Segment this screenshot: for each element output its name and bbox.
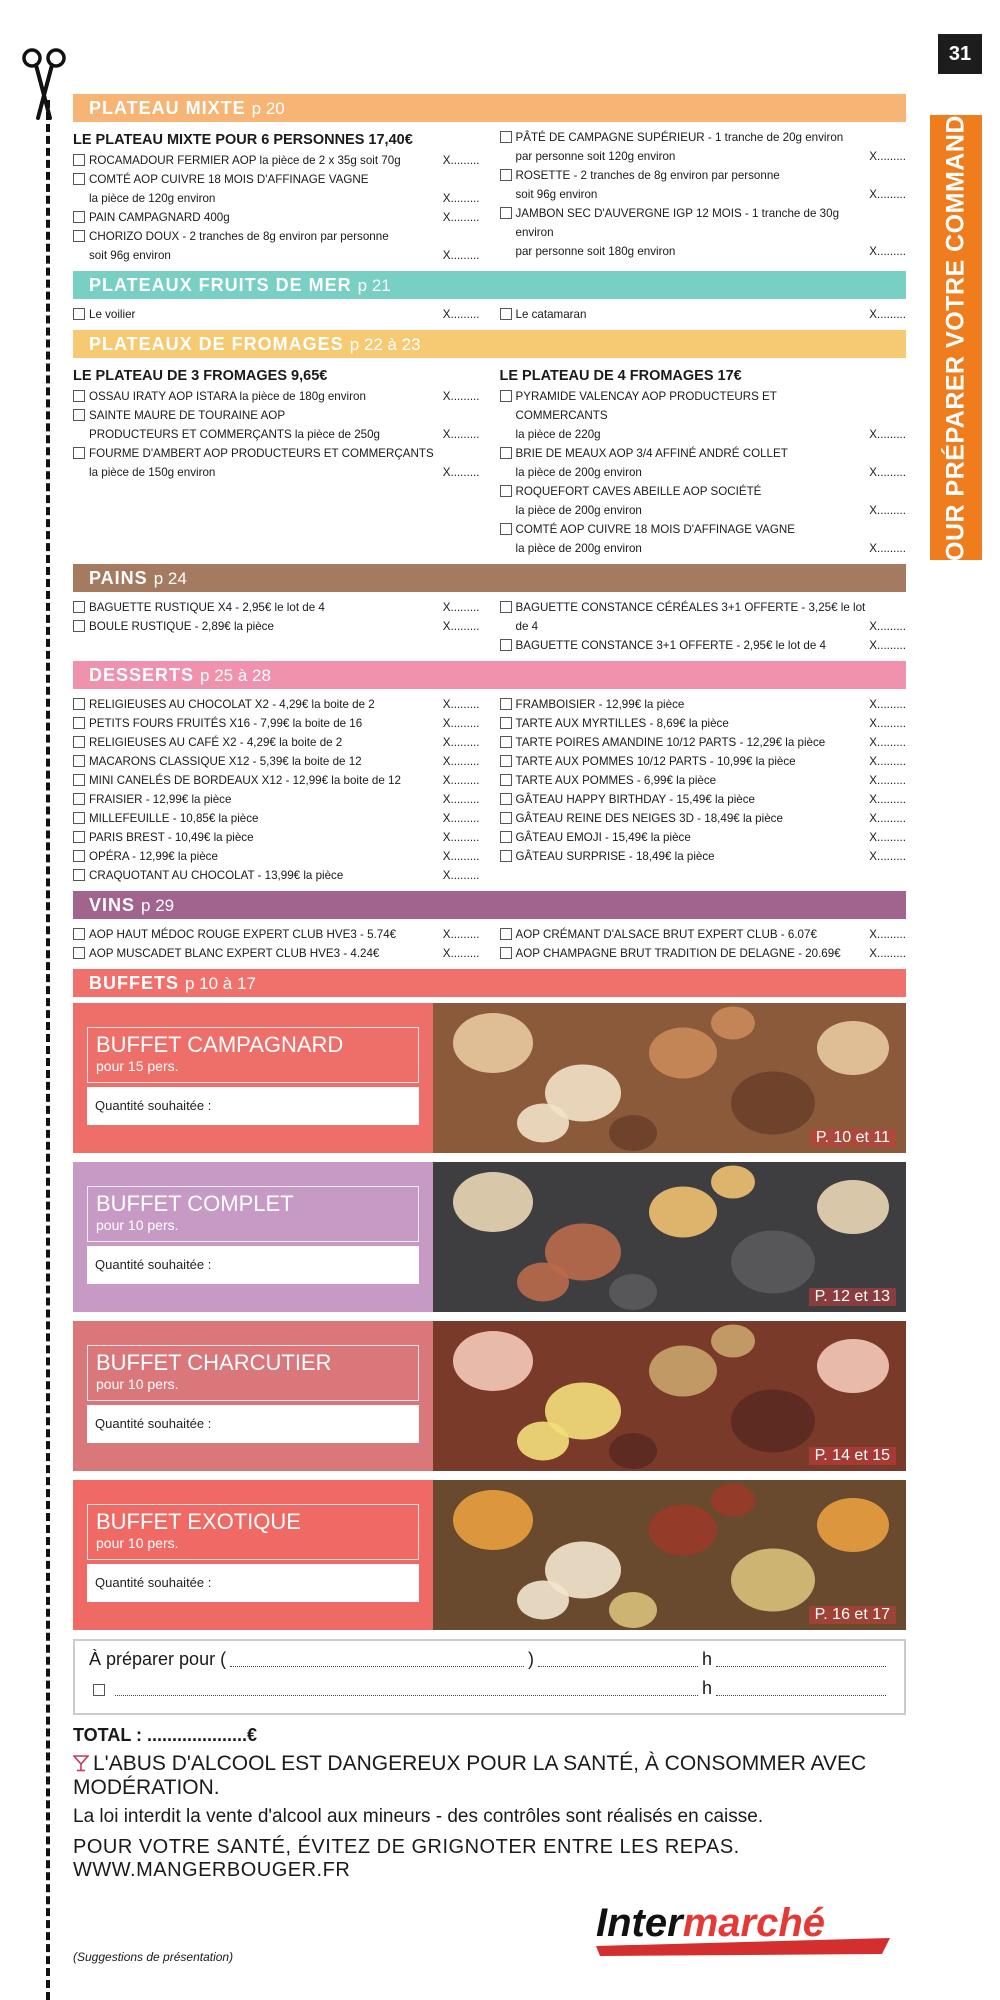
item-checkbox[interactable] <box>73 736 85 748</box>
item-label: PYRAMIDE VALENCAY AOP PRODUCTEURS ET COMMERCANTS la pièce de 220g <box>515 390 777 441</box>
item-checkbox[interactable] <box>73 601 85 613</box>
buffet-card <box>73 1321 906 1471</box>
item-quantity-field[interactable]: X......... <box>869 793 906 806</box>
order-item <box>500 128 907 166</box>
item-label: CRAQUOTANT AU CHOCOLAT - 13,99€ la pièce <box>89 869 344 882</box>
item-checkbox[interactable] <box>500 812 512 824</box>
buffet-page-ref: P. 10 et 11 <box>810 1129 896 1147</box>
order-item <box>73 695 480 714</box>
order-item <box>73 790 480 809</box>
item-checkbox[interactable] <box>73 154 85 166</box>
item-quantity-field[interactable]: X......... <box>442 869 480 882</box>
order-item <box>500 598 907 636</box>
order-item <box>73 170 480 208</box>
section-header: PLATEAUX FRUITS DE MER p 21 <box>73 271 906 299</box>
item-label: TARTE AUX MYRTILLES - 8,69€ la pièce <box>515 717 729 730</box>
item-checkbox[interactable] <box>73 698 85 710</box>
item-label: ROSETTE - 2 tranches de 8g environ par personne soit 96g environ <box>515 169 780 201</box>
buffet-photo <box>433 1003 906 1153</box>
item-quantity-field[interactable]: X......... <box>442 698 480 711</box>
prep-name-field[interactable] <box>230 1653 524 1667</box>
order-item <box>73 809 480 828</box>
item-quantity-field[interactable]: X......... <box>869 639 906 652</box>
item-label: BOULE RUSTIQUE - 2,89€ la pièce <box>89 620 274 633</box>
buffet-servings: pour 10 pers. <box>96 1217 179 1233</box>
buffet-title-box <box>87 1504 419 1560</box>
buffet-card <box>73 1003 906 1153</box>
order-item <box>500 520 907 558</box>
cocktail-glass-icon <box>73 1754 89 1772</box>
item-label: PETITS FOURS FRUITÉS X16 - 7,99€ la boite de 16 <box>89 717 363 730</box>
item-quantity-field[interactable]: X......... <box>869 698 906 711</box>
buffet-photo <box>433 1480 906 1630</box>
item-checkbox[interactable] <box>73 928 85 940</box>
section-header: PAINS p 24 <box>73 564 906 592</box>
item-checkbox[interactable] <box>500 831 512 843</box>
item-quantity-field[interactable]: X......... <box>869 428 906 441</box>
item-quantity-field[interactable]: X......... <box>442 850 480 863</box>
prep-hour-field-2[interactable] <box>716 1682 886 1696</box>
page-number: 31 <box>938 34 982 74</box>
item-quantity-field[interactable]: X......... <box>442 755 480 768</box>
item-quantity-field[interactable]: X......... <box>442 831 480 844</box>
item-label: MACARONS CLASSIQUE X12 - 5,39€ la boite de 12 <box>89 755 362 768</box>
footnote: (Suggestions de présentation) <box>73 1950 234 1964</box>
item-quantity-field[interactable]: X......... <box>869 947 906 960</box>
order-item <box>73 208 480 227</box>
item-checkbox[interactable] <box>500 639 512 651</box>
item-label: TARTE AUX POMMES - 6,99€ la pièce <box>515 774 717 787</box>
cut-line <box>46 100 50 2000</box>
buffet-info <box>73 1162 433 1312</box>
item-quantity-field[interactable]: X......... <box>869 928 906 941</box>
order-item <box>73 752 480 771</box>
item-checkbox[interactable] <box>500 485 512 497</box>
item-quantity-field[interactable]: X......... <box>869 620 906 633</box>
order-item <box>73 444 480 482</box>
svg-text:Intermarché: Intermarché <box>596 1901 825 1945</box>
item-checkbox[interactable] <box>500 523 512 535</box>
item-label: RELIGIEUSES AU CHOCOLAT X2 - 4,29€ la boite de 2 <box>89 698 375 711</box>
item-label: JAMBON SEC D'AUVERGNE IGP 12 MOIS - 1 tranche de 30g environ par personne soit 180g environ <box>515 207 840 258</box>
buffet-quantity-field[interactable]: Quantité souhaitée : <box>87 1564 419 1602</box>
item-label: FOURME D'AMBERT AOP PRODUCTEURS ET COMMERÇANTS la pièce de 150g environ <box>89 447 434 479</box>
buffet-title-box <box>87 1186 419 1242</box>
order-item <box>73 714 480 733</box>
buffet-info <box>73 1480 433 1630</box>
order-item <box>500 636 907 655</box>
item-label: SAINTE MAURE DE TOURAINE AOP PRODUCTEURS ET COMMERÇANTS la pièce de 250g <box>89 409 380 441</box>
side-title-tab <box>930 97 982 578</box>
item-checkbox[interactable] <box>500 169 512 181</box>
item-label: ROQUEFORT CAVES ABEILLE AOP SOCIÉTÉ la pièce de 200g environ <box>515 485 762 517</box>
item-quantity-field[interactable]: X......... <box>442 308 480 321</box>
item-quantity-field[interactable]: X......... <box>442 620 480 633</box>
item-checkbox[interactable] <box>73 869 85 881</box>
order-item <box>500 305 907 324</box>
buffet-card <box>73 1162 906 1312</box>
prep-label: À préparer pour ( <box>89 1649 227 1669</box>
item-label: BAGUETTE CONSTANCE CÉRÉALES 3+1 OFFERTE - 3,25€ le lot de 4 <box>515 601 866 633</box>
buffet-page-ref: P. 14 et 15 <box>809 1447 896 1465</box>
order-item <box>500 695 907 714</box>
item-checkbox[interactable] <box>500 774 512 786</box>
section-header: BUFFETS p 10 à 17 <box>73 969 906 997</box>
plateau-title: LE PLATEAU DE 3 FROMAGES 9,65€ <box>73 368 328 384</box>
item-checkbox[interactable] <box>73 409 85 421</box>
item-label: ROCAMADOUR FERMIER AOP la pièce de 2 x 35g soit 70g <box>89 154 401 167</box>
buffet-servings: pour 15 pers. <box>96 1058 179 1074</box>
section-header: PLATEAU MIXTE p 20 <box>73 94 906 122</box>
buffet-title-box <box>87 1027 419 1083</box>
buffet-quantity-field[interactable]: Quantité souhaitée : <box>87 1405 419 1443</box>
item-label: TARTE POIRES AMANDINE 10/12 PARTS - 12,29€ la pièce <box>515 736 826 749</box>
item-label: GÂTEAU REINE DES NEIGES 3D - 18,49€ la pièce <box>515 812 783 825</box>
item-quantity-field[interactable]: X......... <box>442 928 480 941</box>
section-plateau-mixte <box>73 94 906 265</box>
plateau-title: LE PLATEAU MIXTE POUR 6 PERSONNES 17,40€ <box>73 132 413 148</box>
section-header: PLATEAUX DE FROMAGES p 22 à 23 <box>73 330 906 358</box>
section-header: DESSERTS p 25 à 28 <box>73 661 906 689</box>
buffet-title-box <box>87 1345 419 1401</box>
item-quantity-field[interactable]: X......... <box>869 245 906 258</box>
item-label: TARTE AUX POMMES 10/12 PARTS - 10,99€ la pièce <box>515 755 796 768</box>
item-label: AOP CHAMPAGNE BRUT TRADITION DE DELAGNE - 20.69€ <box>515 947 841 960</box>
buffet-info <box>73 1321 433 1471</box>
item-checkbox[interactable] <box>500 736 512 748</box>
item-label: BAGUETTE RUSTIQUE X4 - 2,95€ le lot de 4 <box>89 601 325 614</box>
item-label: AOP CRÉMANT D'ALSACE BRUT EXPERT CLUB - 6.07€ <box>515 928 817 941</box>
health-notice: POUR VOTRE SANTÉ, ÉVITEZ DE GRIGNOTER ENTRE LES REPAS. WWW.MANGERBOUGER.FR <box>73 1836 740 1881</box>
item-quantity-field[interactable]: X......... <box>442 947 480 960</box>
item-checkbox[interactable] <box>500 131 512 143</box>
order-item <box>73 598 480 617</box>
order-item <box>73 227 480 265</box>
item-quantity-field[interactable]: X......... <box>869 774 906 787</box>
item-checkbox[interactable] <box>500 601 512 613</box>
item-checkbox[interactable] <box>73 447 85 459</box>
section-desserts <box>73 661 906 885</box>
item-quantity-field[interactable]: X......... <box>869 831 906 844</box>
prep-box: À préparer pour ( ) h h <box>73 1639 906 1715</box>
item-checkbox[interactable] <box>500 947 512 959</box>
buffet-page-ref: P. 12 et 13 <box>809 1288 896 1306</box>
order-item <box>73 151 480 170</box>
item-label: GÂTEAU HAPPY BIRTHDAY - 15,49€ la pièce <box>515 793 755 806</box>
buffet-photo <box>433 1321 906 1471</box>
item-quantity-field[interactable]: X......... <box>869 736 906 749</box>
item-checkbox[interactable] <box>73 850 85 862</box>
section-pains <box>73 564 906 655</box>
item-quantity-field[interactable]: X......... <box>869 188 906 201</box>
item-label: FRAISIER - 12,99€ la pièce <box>89 793 232 806</box>
item-quantity-field[interactable]: X......... <box>442 154 480 167</box>
item-checkbox[interactable] <box>500 698 512 710</box>
item-quantity-field[interactable]: X......... <box>869 150 906 163</box>
item-checkbox[interactable] <box>500 755 512 767</box>
section-vins <box>73 891 906 963</box>
order-item <box>500 482 907 520</box>
item-checkbox[interactable] <box>500 717 512 729</box>
item-label: AOP MUSCADET BLANC EXPERT CLUB HVE3 - 4.24€ <box>89 947 380 960</box>
order-item <box>73 847 480 866</box>
buffet-servings: pour 10 pers. <box>96 1535 179 1551</box>
item-quantity-field[interactable]: X......... <box>442 774 480 787</box>
order-item <box>500 714 907 733</box>
item-label: MILLEFEUILLE - 10,85€ la pièce <box>89 812 259 825</box>
item-label: RELIGIEUSES AU CAFÉ X2 - 4,29€ la boite de 2 <box>89 736 343 749</box>
order-item <box>500 166 907 204</box>
order-item <box>73 828 480 847</box>
item-label: COMTÉ AOP CUIVRE 18 MOIS D'AFFINAGE VAGNE la pièce de 120g environ <box>89 173 369 205</box>
buffet-page-ref: P. 16 et 17 <box>809 1606 896 1624</box>
item-quantity-field[interactable]: X......... <box>442 466 480 479</box>
item-quantity-field[interactable]: X......... <box>442 717 480 730</box>
item-quantity-field[interactable]: X......... <box>442 428 480 441</box>
item-label: BAGUETTE CONSTANCE 3+1 OFFERTE - 2,95€ le lot de 4 <box>515 639 826 652</box>
side-title: POUR PRÉPARER VOTRE COMMANDE <box>941 97 970 578</box>
item-label: COMTÉ AOP CUIVRE 18 MOIS D'AFFINAGE VAGNE la pièce de 200g environ <box>515 523 795 555</box>
item-checkbox[interactable] <box>73 211 85 223</box>
item-checkbox[interactable] <box>73 947 85 959</box>
item-label: Le voilier <box>89 308 136 321</box>
item-quantity-field[interactable]: X......... <box>442 601 480 614</box>
section-fruits-de-mer <box>73 271 906 324</box>
item-quantity-field[interactable]: X......... <box>442 736 480 749</box>
item-quantity-field[interactable]: X......... <box>869 850 906 863</box>
item-checkbox[interactable] <box>73 173 85 185</box>
item-quantity-field[interactable]: X......... <box>869 504 906 517</box>
section-fromages <box>73 330 906 558</box>
buffet-quantity-field[interactable]: Quantité souhaitée : <box>87 1087 419 1125</box>
buffet-servings: pour 10 pers. <box>96 1376 179 1392</box>
plateau-title: LE PLATEAU DE 4 FROMAGES 17€ <box>499 368 742 384</box>
item-checkbox[interactable] <box>73 812 85 824</box>
item-quantity-field[interactable]: X......... <box>442 390 480 403</box>
item-checkbox[interactable] <box>500 850 512 862</box>
buffet-name: BUFFET CAMPAGNARD <box>96 1032 344 1057</box>
item-quantity-field[interactable]: X......... <box>869 717 906 730</box>
item-checkbox[interactable] <box>500 793 512 805</box>
buffet-quantity-field[interactable]: Quantité souhaitée : <box>87 1246 419 1284</box>
order-item <box>73 387 480 406</box>
item-checkbox[interactable] <box>73 755 85 767</box>
order-item <box>73 406 480 444</box>
intermarche-logo <box>590 1898 910 1958</box>
order-item <box>500 925 907 944</box>
item-label: CHORIZO DOUX - 2 tranches de 8g environ par personne soit 96g environ <box>89 230 389 262</box>
item-checkbox[interactable] <box>500 207 512 219</box>
order-item <box>500 847 907 866</box>
order-item <box>500 752 907 771</box>
item-quantity-field[interactable]: X......... <box>442 793 480 806</box>
item-label: MINI CANELÉS DE BORDEAUX X12 - 12,99€ la boite de 12 <box>89 774 401 787</box>
prep-hour-field[interactable] <box>716 1653 886 1667</box>
item-quantity-field[interactable]: X......... <box>869 812 906 825</box>
order-item <box>73 733 480 752</box>
order-item <box>73 617 480 636</box>
order-item <box>500 733 907 752</box>
order-item <box>73 925 480 944</box>
order-item <box>500 387 907 444</box>
buffet-name: BUFFET COMPLET <box>96 1191 294 1216</box>
prep-checkbox[interactable] <box>93 1684 105 1696</box>
order-item <box>73 771 480 790</box>
item-label: Le catamaran <box>515 308 587 321</box>
item-checkbox[interactable] <box>73 717 85 729</box>
order-item <box>73 866 480 885</box>
item-quantity-field[interactable]: X......... <box>442 192 480 205</box>
order-form <box>73 94 906 1882</box>
item-checkbox[interactable] <box>500 308 512 320</box>
buffet-card <box>73 1480 906 1630</box>
section-header: VINS p 29 <box>73 891 906 919</box>
alcohol-law: La loi interdit la vente d'alcool aux mineurs - des contrôles sont réalisés en caisse. <box>73 1806 764 1827</box>
item-quantity-field[interactable]: X......... <box>869 542 906 555</box>
item-quantity-field[interactable]: X......... <box>442 249 480 262</box>
scissors-icon <box>20 48 68 124</box>
item-checkbox[interactable] <box>73 308 85 320</box>
buffet-name: BUFFET EXOTIQUE <box>96 1509 301 1534</box>
item-checkbox[interactable] <box>500 447 512 459</box>
item-quantity-field[interactable]: X......... <box>869 466 906 479</box>
item-label: PAIN CAMPAGNARD 400g <box>89 211 230 224</box>
alcohol-warning: L'ABUS D'ALCOOL EST DANGEREUX POUR LA SANTÉ, À CONSOMMER AVEC MODÉRATION. <box>73 1752 867 1799</box>
item-label: AOP HAUT MÉDOC ROUGE EXPERT CLUB HVE3 - 5.74€ <box>89 928 397 941</box>
prep-date-field[interactable] <box>538 1653 698 1667</box>
item-label: BRIE DE MEAUX AOP 3/4 AFFINÉ ANDRÉ COLLET la pièce de 200g environ <box>515 447 788 479</box>
item-checkbox[interactable] <box>73 230 85 242</box>
buffet-name: BUFFET CHARCUTIER <box>96 1350 332 1375</box>
item-label: OSSAU IRATY AOP ISTARA la pièce de 180g environ <box>89 390 366 403</box>
item-checkbox[interactable] <box>73 390 85 402</box>
item-label: PÂTÉ DE CAMPAGNE SUPÉRIEUR - 1 tranche de 20g environ par personne soit 120g environ <box>515 131 844 163</box>
item-label: GÂTEAU SURPRISE - 18,49€ la pièce <box>515 850 715 863</box>
item-checkbox[interactable] <box>73 620 85 632</box>
buffet-info <box>73 1003 433 1153</box>
item-checkbox[interactable] <box>73 793 85 805</box>
order-item <box>500 204 907 261</box>
order-item <box>73 944 480 963</box>
item-quantity-field[interactable]: X......... <box>869 755 906 768</box>
order-item <box>73 305 480 324</box>
item-quantity-field[interactable]: X......... <box>442 211 480 224</box>
item-checkbox[interactable] <box>500 928 512 940</box>
item-checkbox[interactable] <box>73 774 85 786</box>
item-label: FRAMBOISIER - 12,99€ la pièce <box>515 698 685 711</box>
order-item <box>500 809 907 828</box>
item-quantity-field[interactable]: X......... <box>869 308 906 321</box>
buffet-photo <box>433 1162 906 1312</box>
item-label: OPÉRA - 12,99€ la pièce <box>89 850 218 863</box>
order-item <box>500 790 907 809</box>
order-total: TOTAL : ....................€ <box>73 1725 258 1745</box>
section-buffets <box>73 969 906 1630</box>
order-item <box>500 771 907 790</box>
item-label: PARIS BREST - 10,49€ la pièce <box>89 831 254 844</box>
item-checkbox[interactable] <box>73 831 85 843</box>
order-item <box>500 444 907 482</box>
item-label: GÂTEAU EMOJI - 15,49€ la pièce <box>515 831 691 844</box>
item-quantity-field[interactable]: X......... <box>442 812 480 825</box>
prep-note-field[interactable] <box>115 1682 698 1696</box>
item-checkbox[interactable] <box>500 390 512 402</box>
order-item <box>500 828 907 847</box>
order-item <box>500 944 907 963</box>
